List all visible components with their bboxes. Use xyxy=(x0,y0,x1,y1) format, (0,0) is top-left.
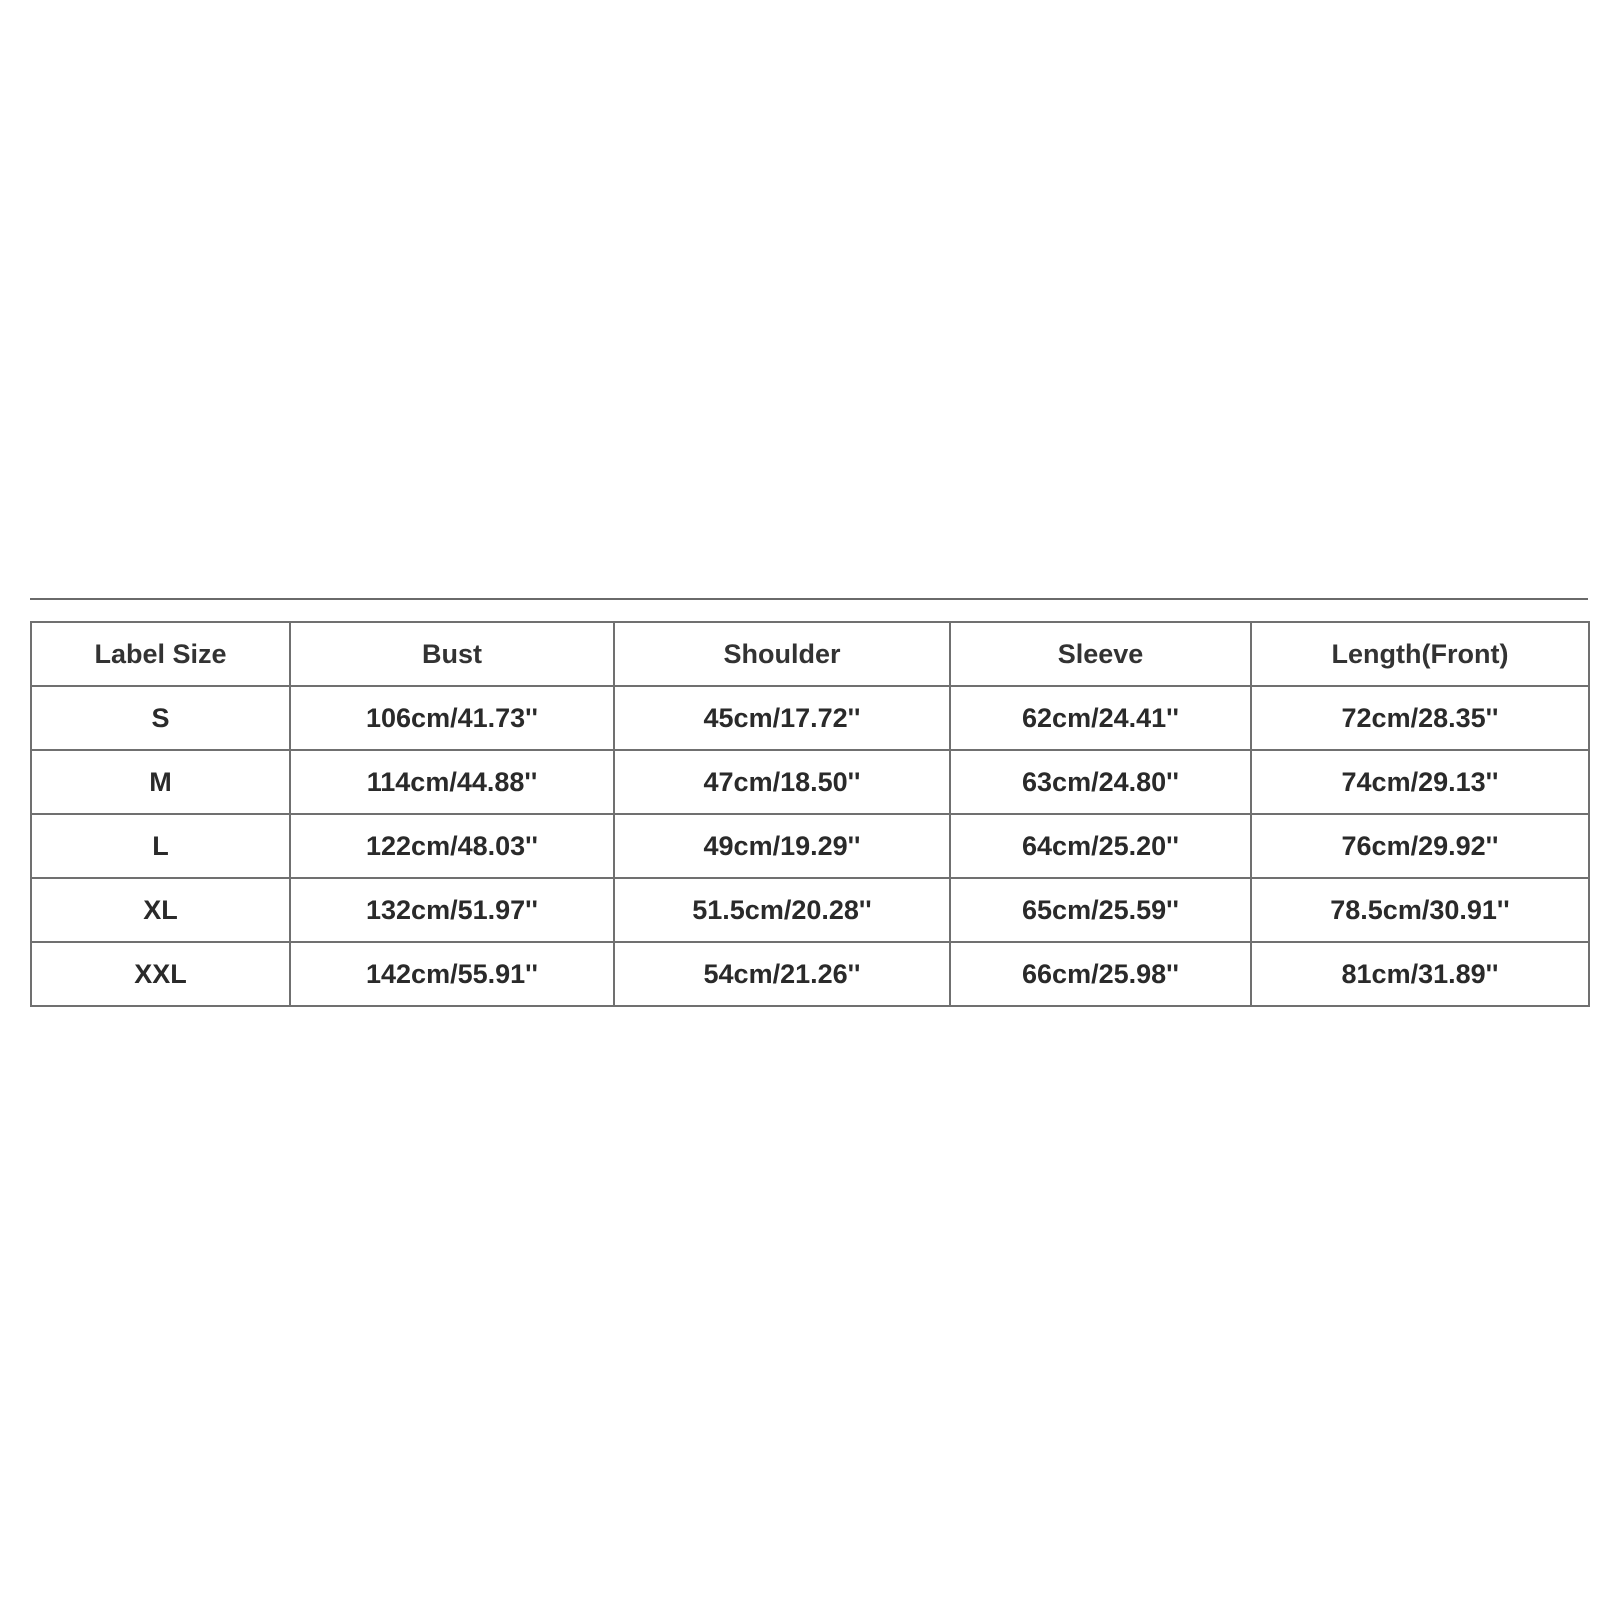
bust-cell: 132cm/51.97'' xyxy=(290,878,614,942)
length-front-cell: 74cm/29.13'' xyxy=(1251,750,1589,814)
label-size-cell: M xyxy=(31,750,290,814)
shoulder-cell: 51.5cm/20.28'' xyxy=(614,878,950,942)
shoulder-cell: 47cm/18.50'' xyxy=(614,750,950,814)
size-chart-table xyxy=(30,621,1590,1007)
top-divider-line xyxy=(30,598,1588,600)
table-row xyxy=(31,686,1589,750)
sleeve-cell: 65cm/25.59'' xyxy=(950,878,1251,942)
length-front-cell: 78.5cm/30.91'' xyxy=(1251,878,1589,942)
shoulder-cell: 54cm/21.26'' xyxy=(614,942,950,1006)
sleeve-cell: 62cm/24.41'' xyxy=(950,686,1251,750)
label-size-cell: XXL xyxy=(31,942,290,1006)
shoulder-cell: 49cm/19.29'' xyxy=(614,814,950,878)
table-header-row xyxy=(31,622,1589,686)
table-row xyxy=(31,750,1589,814)
sleeve-cell: 66cm/25.98'' xyxy=(950,942,1251,1006)
bust-cell: 142cm/55.91'' xyxy=(290,942,614,1006)
shoulder-cell: 45cm/17.72'' xyxy=(614,686,950,750)
header-bust: Bust xyxy=(290,622,614,686)
bust-cell: 122cm/48.03'' xyxy=(290,814,614,878)
table-row xyxy=(31,814,1589,878)
table-row xyxy=(31,878,1589,942)
length-front-cell: 76cm/29.92'' xyxy=(1251,814,1589,878)
label-size-cell: S xyxy=(31,686,290,750)
sleeve-cell: 63cm/24.80'' xyxy=(950,750,1251,814)
label-size-cell: L xyxy=(31,814,290,878)
table-row xyxy=(31,942,1589,1006)
header-length-front: Length(Front) xyxy=(1251,622,1589,686)
header-shoulder: Shoulder xyxy=(614,622,950,686)
length-front-cell: 72cm/28.35'' xyxy=(1251,686,1589,750)
header-sleeve: Sleeve xyxy=(950,622,1251,686)
bust-cell: 114cm/44.88'' xyxy=(290,750,614,814)
label-size-cell: XL xyxy=(31,878,290,942)
bust-cell: 106cm/41.73'' xyxy=(290,686,614,750)
header-label-size: Label Size xyxy=(31,622,290,686)
sleeve-cell: 64cm/25.20'' xyxy=(950,814,1251,878)
length-front-cell: 81cm/31.89'' xyxy=(1251,942,1589,1006)
